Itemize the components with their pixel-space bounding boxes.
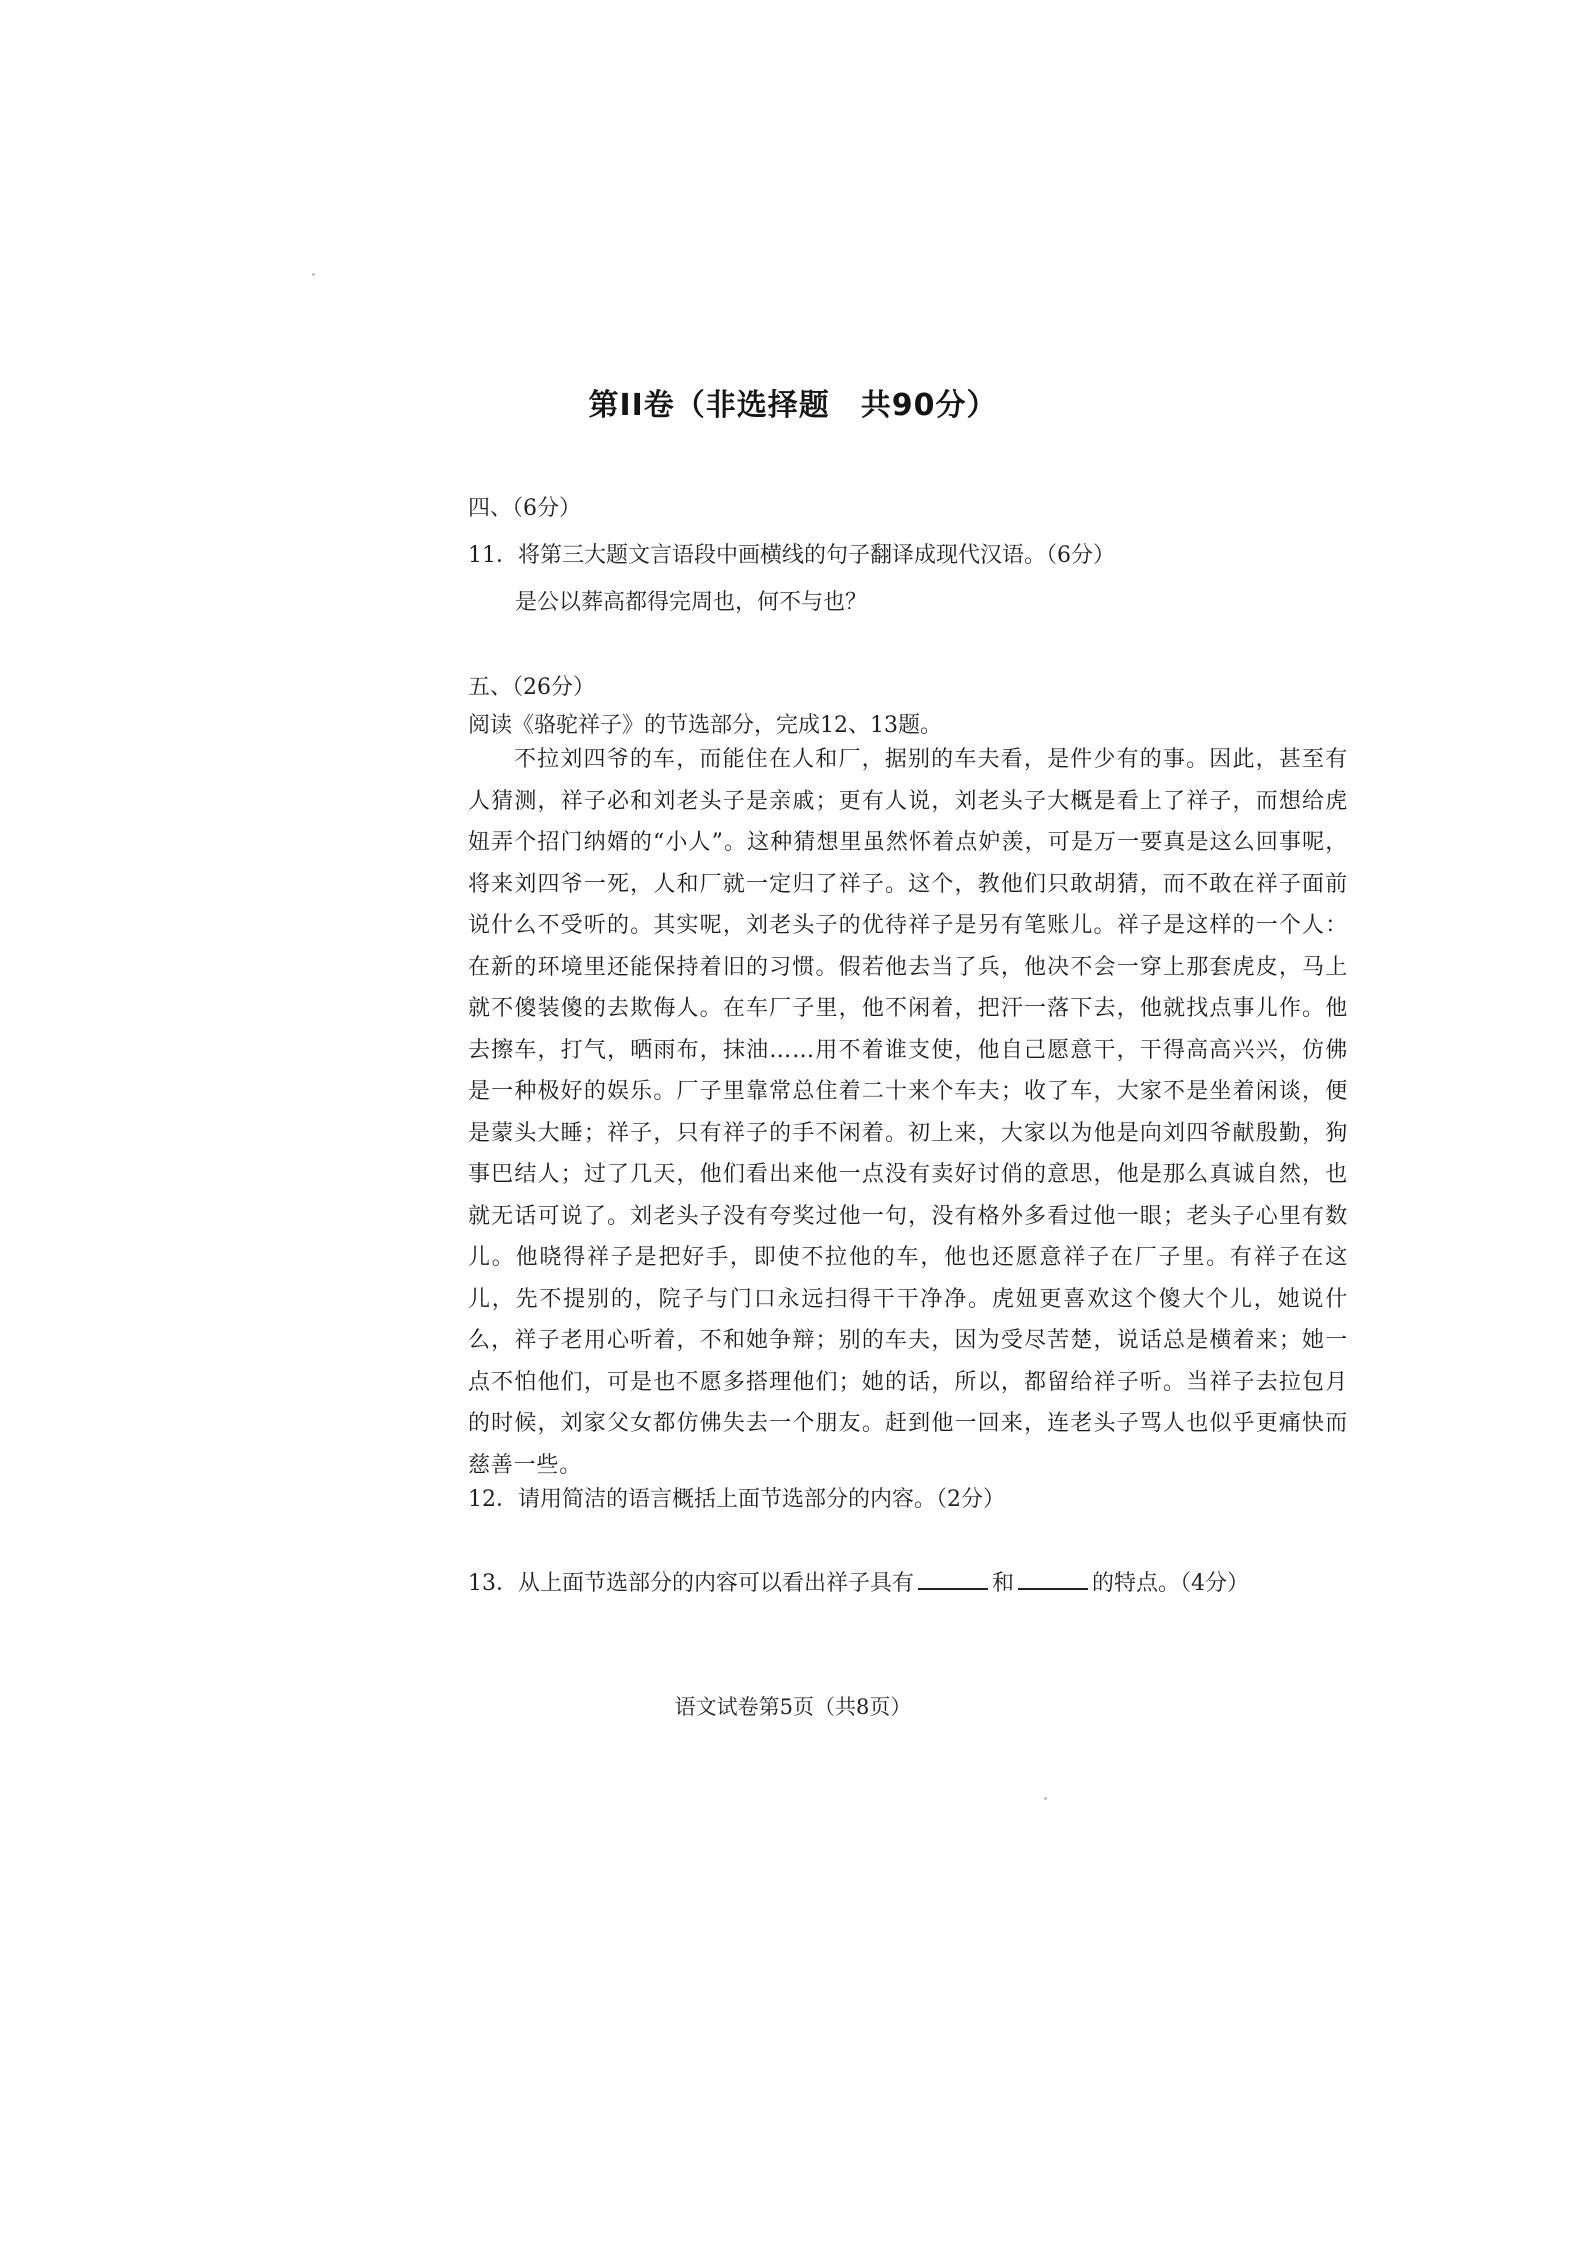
question-13-text-end: 的特点。（4分） bbox=[1092, 1571, 1250, 1596]
question-13-text-start: 13．从上面节选部分的内容可以看出祥子具有 bbox=[468, 1571, 914, 1596]
scan-speck bbox=[312, 273, 315, 276]
question-11-sentence: 是公以葬高都得完周也，何不与也？ bbox=[515, 590, 868, 615]
reading-passage: 不拉刘四爷的车，而能住在人和厂，据别的车夫看，是件少有的事。因此，甚至有人猜测，祥子必和刘老头子是亲戚；更有人说，刘老头子大概是看上了祥子，而想给虎妞弄个招门纳婿的“小人”。这种猜想里虽然怀着点妒羡，可是万一要真是这么回事呢，将来刘四爷一死，人和厂就一定归了祥子。这个，教他们只敢胡猜，而不敢在祥子面前说什么不受听的。其实呢，刘老头子的优待祥子是另有笔账儿。祥子是这样的一个人：在新的环境里还能保持着旧的习惯。假若他去当了兵，他决不会一穿上那套虎皮，马上就不傻装傻的去欺侮人。在车厂子里，他不闲着，把汗一落下去，他就找点事儿作。他去擦车，打气，晒雨布，抹油……用不着谁支使，他自己愿意干，干得高高兴兴，仿佛是一种极好的娱乐。厂子里靠常总住着二十来个车夫；收了车，大家不是坐着闲谈，便是蒙头大睡；祥子，只有祥子的手不闲着。初上来，大家以为他是向刘四爷献殷勤，狗事巴结人；过了几天，他们看出来他一点没有卖好讨俏的意思，他是那么真诚自然，也就无话可说了。刘老头子没有夸奖过他一句，没有格外多看过他一眼；老头子心里有数儿。他晓得祥子是把好手，即使不拉他的车，他也还愿意祥子在厂子里。有祥子在这儿，先不提别的，院子与门口永远扫得干干净净。虎妞更喜欢这个傻大个儿，她说什么，祥子老用心听着，不和她争辩；别的车夫，因为受尽苦楚，说话总是横着来；她一点不怕他们，可是也不愿多搭理他们；她的话，所以，都留给祥子听。当祥子去拉包月的时候，刘家父女都仿佛失去一个朋友。赶到他一回来，连老头子骂人也似乎更痛快而慈善一些。 bbox=[468, 747, 1348, 1478]
answer-blank-1[interactable] bbox=[918, 1566, 988, 1590]
section-four-heading: 四、（6分） bbox=[468, 496, 581, 521]
page-title: 第II卷（非选择题 共90分） bbox=[588, 388, 998, 423]
question-13-text-middle: 和 bbox=[992, 1571, 1015, 1596]
question-11-prompt: 11．将第三大题文言语段中画横线的句子翻译成现代汉语。（6分） bbox=[468, 543, 1115, 568]
reading-instruction: 阅读《骆驼祥子》的节选部分，完成12、13题。 bbox=[468, 713, 942, 738]
page-footer: 语文试卷第5页（共8页） bbox=[674, 1695, 912, 1719]
answer-blank-2[interactable] bbox=[1018, 1566, 1088, 1590]
scan-speck bbox=[1044, 1797, 1047, 1800]
section-five-heading: 五、（26分） bbox=[468, 675, 595, 700]
question-13 bbox=[468, 1566, 1249, 1597]
question-12: 12．请用简洁的语言概括上面节选部分的内容。（2分） bbox=[468, 1487, 1005, 1512]
